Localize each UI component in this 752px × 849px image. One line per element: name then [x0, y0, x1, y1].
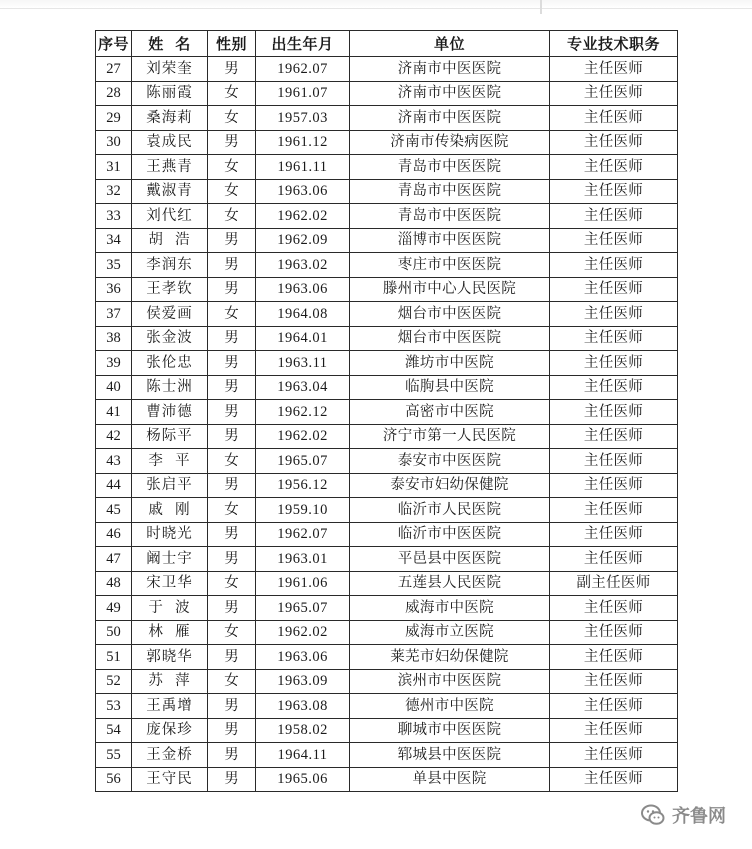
cell-name: 胡 浩 — [132, 228, 208, 253]
cell-birth: 1962.02 — [256, 424, 350, 449]
cell-gender: 男 — [208, 351, 256, 376]
cell-seq: 55 — [96, 743, 132, 768]
cell-name: 刘代红 — [132, 204, 208, 229]
header-gender: 性别 — [208, 31, 256, 57]
cell-gender: 女 — [208, 81, 256, 106]
cell-seq: 40 — [96, 375, 132, 400]
cell-name: 王孝钦 — [132, 277, 208, 302]
cell-seq: 39 — [96, 351, 132, 376]
cell-seq: 43 — [96, 449, 132, 474]
cell-birth: 1962.07 — [256, 57, 350, 82]
table-row — [96, 522, 678, 547]
cell-birth: 1962.12 — [256, 400, 350, 425]
cell-birth: 1965.07 — [256, 596, 350, 621]
cell-title: 主任医师 — [550, 277, 678, 302]
cell-unit: 枣庄市中医医院 — [350, 253, 550, 278]
table-row — [96, 620, 678, 645]
cell-unit: 五莲县人民医院 — [350, 571, 550, 596]
table-row — [96, 57, 678, 82]
table-row — [96, 326, 678, 351]
cell-seq: 51 — [96, 645, 132, 670]
cell-seq: 29 — [96, 106, 132, 131]
table-row — [96, 473, 678, 498]
cell-title: 主任医师 — [550, 645, 678, 670]
cell-seq: 48 — [96, 571, 132, 596]
cell-title: 主任医师 — [550, 718, 678, 743]
cell-title: 主任医师 — [550, 669, 678, 694]
cell-gender: 男 — [208, 645, 256, 670]
cell-title: 主任医师 — [550, 743, 678, 768]
cell-unit: 青岛市中医医院 — [350, 204, 550, 229]
cell-gender: 男 — [208, 375, 256, 400]
cell-birth: 1963.02 — [256, 253, 350, 278]
cell-name: 张启平 — [132, 473, 208, 498]
cell-title: 主任医师 — [550, 155, 678, 180]
watermark-text: 齐鲁网 — [672, 806, 726, 827]
cell-seq: 38 — [96, 326, 132, 351]
cell-unit: 临沂市人民医院 — [350, 498, 550, 523]
cell-title: 主任医师 — [550, 351, 678, 376]
cell-title: 主任医师 — [550, 302, 678, 327]
cell-gender: 男 — [208, 743, 256, 768]
cell-seq: 33 — [96, 204, 132, 229]
header-unit: 单位 — [350, 31, 550, 57]
cell-name: 陈士洲 — [132, 375, 208, 400]
cell-unit: 泰安市中医医院 — [350, 449, 550, 474]
cell-seq: 28 — [96, 81, 132, 106]
cell-name: 袁成民 — [132, 130, 208, 155]
cell-name: 宋卫华 — [132, 571, 208, 596]
cell-gender: 女 — [208, 302, 256, 327]
cell-unit: 泰安市妇幼保健院 — [350, 473, 550, 498]
cell-name: 刘荣奎 — [132, 57, 208, 82]
cell-birth: 1962.07 — [256, 522, 350, 547]
table-header-row — [96, 31, 678, 57]
cell-seq: 47 — [96, 547, 132, 572]
cell-gender: 男 — [208, 718, 256, 743]
cell-seq: 41 — [96, 400, 132, 425]
cell-birth: 1961.12 — [256, 130, 350, 155]
cell-name: 陈丽霞 — [132, 81, 208, 106]
cell-unit: 临朐县中医院 — [350, 375, 550, 400]
cell-title: 主任医师 — [550, 400, 678, 425]
header-name: 姓 名 — [132, 31, 208, 57]
cell-title: 主任医师 — [550, 449, 678, 474]
cell-gender: 男 — [208, 400, 256, 425]
cell-seq: 56 — [96, 767, 132, 792]
cell-name: 林 雁 — [132, 620, 208, 645]
cell-title: 副主任医师 — [550, 571, 678, 596]
table-row — [96, 302, 678, 327]
cell-unit: 聊城市中医医院 — [350, 718, 550, 743]
table-row — [96, 547, 678, 572]
cell-seq: 54 — [96, 718, 132, 743]
cell-title: 主任医师 — [550, 326, 678, 351]
cell-birth: 1963.04 — [256, 375, 350, 400]
cell-name: 张金波 — [132, 326, 208, 351]
table-row — [96, 351, 678, 376]
cell-seq: 31 — [96, 155, 132, 180]
cell-birth: 1964.01 — [256, 326, 350, 351]
table-row — [96, 498, 678, 523]
header-title: 专业技术职务 — [550, 31, 678, 57]
cell-title: 主任医师 — [550, 596, 678, 621]
cell-title: 主任医师 — [550, 694, 678, 719]
cell-unit: 莱芜市妇幼保健院 — [350, 645, 550, 670]
cell-gender: 男 — [208, 522, 256, 547]
table-row — [96, 204, 678, 229]
table-row — [96, 155, 678, 180]
header-birth: 出生年月 — [256, 31, 350, 57]
cell-name: 杨际平 — [132, 424, 208, 449]
cell-name: 戚 刚 — [132, 498, 208, 523]
cell-seq: 49 — [96, 596, 132, 621]
cell-unit: 郓城县中医医院 — [350, 743, 550, 768]
cell-gender: 女 — [208, 204, 256, 229]
table-row — [96, 130, 678, 155]
cell-birth: 1963.08 — [256, 694, 350, 719]
cell-title: 主任医师 — [550, 57, 678, 82]
cell-title: 主任医师 — [550, 228, 678, 253]
cell-name: 侯爱画 — [132, 302, 208, 327]
cell-unit: 济南市传染病医院 — [350, 130, 550, 155]
cell-name: 王守民 — [132, 767, 208, 792]
cell-gender: 女 — [208, 498, 256, 523]
cell-seq: 37 — [96, 302, 132, 327]
cell-gender: 男 — [208, 130, 256, 155]
cell-name: 时晓光 — [132, 522, 208, 547]
cell-birth: 1956.12 — [256, 473, 350, 498]
cell-gender: 男 — [208, 424, 256, 449]
page-top-edge — [0, 0, 752, 9]
cell-birth: 1963.01 — [256, 547, 350, 572]
cell-name: 王金桥 — [132, 743, 208, 768]
table-row — [96, 179, 678, 204]
cell-name: 郭晓华 — [132, 645, 208, 670]
cell-seq: 45 — [96, 498, 132, 523]
cell-title: 主任医师 — [550, 620, 678, 645]
cell-gender: 女 — [208, 669, 256, 694]
cell-gender: 男 — [208, 228, 256, 253]
cell-seq: 52 — [96, 669, 132, 694]
table-row — [96, 106, 678, 131]
cell-birth: 1961.06 — [256, 571, 350, 596]
table-row — [96, 767, 678, 792]
cell-name: 李润东 — [132, 253, 208, 278]
table-row — [96, 375, 678, 400]
cell-birth: 1964.08 — [256, 302, 350, 327]
cell-seq: 50 — [96, 620, 132, 645]
cell-gender: 男 — [208, 694, 256, 719]
cell-unit: 潍坊市中医院 — [350, 351, 550, 376]
cell-birth: 1957.03 — [256, 106, 350, 131]
table-row — [96, 81, 678, 106]
cell-unit: 单县中医院 — [350, 767, 550, 792]
cell-gender: 男 — [208, 326, 256, 351]
table-row — [96, 718, 678, 743]
cell-gender: 男 — [208, 596, 256, 621]
cell-gender: 女 — [208, 106, 256, 131]
cell-name: 张伦忠 — [132, 351, 208, 376]
cell-seq: 34 — [96, 228, 132, 253]
cell-name: 曹沛德 — [132, 400, 208, 425]
cell-birth: 1964.11 — [256, 743, 350, 768]
cell-unit: 威海市立医院 — [350, 620, 550, 645]
cell-unit: 济南市中医医院 — [350, 106, 550, 131]
cell-title: 主任医师 — [550, 767, 678, 792]
cell-gender: 女 — [208, 571, 256, 596]
cell-unit: 烟台市中医医院 — [350, 302, 550, 327]
wechat-icon — [640, 802, 666, 828]
cell-birth: 1961.07 — [256, 81, 350, 106]
table-row — [96, 253, 678, 278]
cell-gender: 男 — [208, 253, 256, 278]
cell-birth: 1958.02 — [256, 718, 350, 743]
cell-unit: 济南市中医医院 — [350, 81, 550, 106]
cell-birth: 1962.09 — [256, 228, 350, 253]
cell-unit: 淄博市中医医院 — [350, 228, 550, 253]
cell-unit: 青岛市中医医院 — [350, 179, 550, 204]
cell-title: 主任医师 — [550, 473, 678, 498]
cell-name: 李 平 — [132, 449, 208, 474]
cell-unit: 济宁市第一人民医院 — [350, 424, 550, 449]
cell-name: 戴淑青 — [132, 179, 208, 204]
table-row — [96, 424, 678, 449]
cell-gender: 女 — [208, 449, 256, 474]
table-row — [96, 669, 678, 694]
table-row — [96, 694, 678, 719]
cell-birth: 1962.02 — [256, 620, 350, 645]
cell-birth: 1963.06 — [256, 277, 350, 302]
cell-title: 主任医师 — [550, 424, 678, 449]
cell-name: 于 波 — [132, 596, 208, 621]
cell-seq: 35 — [96, 253, 132, 278]
cell-title: 主任医师 — [550, 253, 678, 278]
cell-title: 主任医师 — [550, 375, 678, 400]
cell-title: 主任医师 — [550, 106, 678, 131]
cell-unit: 临沂市中医医院 — [350, 522, 550, 547]
table-body — [96, 57, 678, 792]
cell-name: 苏 萍 — [132, 669, 208, 694]
cell-title: 主任医师 — [550, 204, 678, 229]
cell-name: 阚士宇 — [132, 547, 208, 572]
cell-title: 主任医师 — [550, 498, 678, 523]
doctor-roster-table — [95, 30, 678, 792]
cell-unit: 高密市中医院 — [350, 400, 550, 425]
cell-gender: 男 — [208, 473, 256, 498]
cell-gender: 男 — [208, 57, 256, 82]
table-row — [96, 400, 678, 425]
cell-seq: 27 — [96, 57, 132, 82]
cell-seq: 42 — [96, 424, 132, 449]
cell-unit: 威海市中医院 — [350, 596, 550, 621]
cell-title: 主任医师 — [550, 522, 678, 547]
cell-title: 主任医师 — [550, 81, 678, 106]
cell-gender: 男 — [208, 277, 256, 302]
cell-unit: 青岛市中医医院 — [350, 155, 550, 180]
cell-seq: 30 — [96, 130, 132, 155]
cell-birth: 1963.06 — [256, 645, 350, 670]
cell-birth: 1963.06 — [256, 179, 350, 204]
cell-birth: 1965.07 — [256, 449, 350, 474]
cell-birth: 1963.09 — [256, 669, 350, 694]
cell-gender: 男 — [208, 767, 256, 792]
cell-title: 主任医师 — [550, 547, 678, 572]
cell-birth: 1965.06 — [256, 767, 350, 792]
cell-name: 庞保珍 — [132, 718, 208, 743]
header-seq: 序号 — [96, 31, 132, 57]
cell-unit: 滕州市中心人民医院 — [350, 277, 550, 302]
table-row — [96, 449, 678, 474]
cell-title: 主任医师 — [550, 179, 678, 204]
cell-seq: 53 — [96, 694, 132, 719]
cell-name: 桑海莉 — [132, 106, 208, 131]
watermark — [640, 800, 726, 830]
table-row — [96, 277, 678, 302]
cell-unit: 烟台市中医医院 — [350, 326, 550, 351]
cell-name: 王燕青 — [132, 155, 208, 180]
table-row — [96, 596, 678, 621]
table-row — [96, 645, 678, 670]
table-row — [96, 571, 678, 596]
scan-fold-mark — [540, 0, 542, 14]
cell-unit: 济南市中医医院 — [350, 57, 550, 82]
cell-gender: 男 — [208, 547, 256, 572]
cell-title: 主任医师 — [550, 130, 678, 155]
cell-seq: 36 — [96, 277, 132, 302]
cell-seq: 46 — [96, 522, 132, 547]
cell-seq: 32 — [96, 179, 132, 204]
cell-birth: 1963.11 — [256, 351, 350, 376]
cell-birth: 1962.02 — [256, 204, 350, 229]
cell-unit: 滨州市中医医院 — [350, 669, 550, 694]
cell-gender: 女 — [208, 620, 256, 645]
cell-unit: 平邑县中医医院 — [350, 547, 550, 572]
cell-birth: 1959.10 — [256, 498, 350, 523]
cell-unit: 德州市中医院 — [350, 694, 550, 719]
cell-seq: 44 — [96, 473, 132, 498]
table-row — [96, 743, 678, 768]
cell-name: 王禹增 — [132, 694, 208, 719]
cell-gender: 女 — [208, 179, 256, 204]
cell-gender: 女 — [208, 155, 256, 180]
cell-birth: 1961.11 — [256, 155, 350, 180]
table-row — [96, 228, 678, 253]
